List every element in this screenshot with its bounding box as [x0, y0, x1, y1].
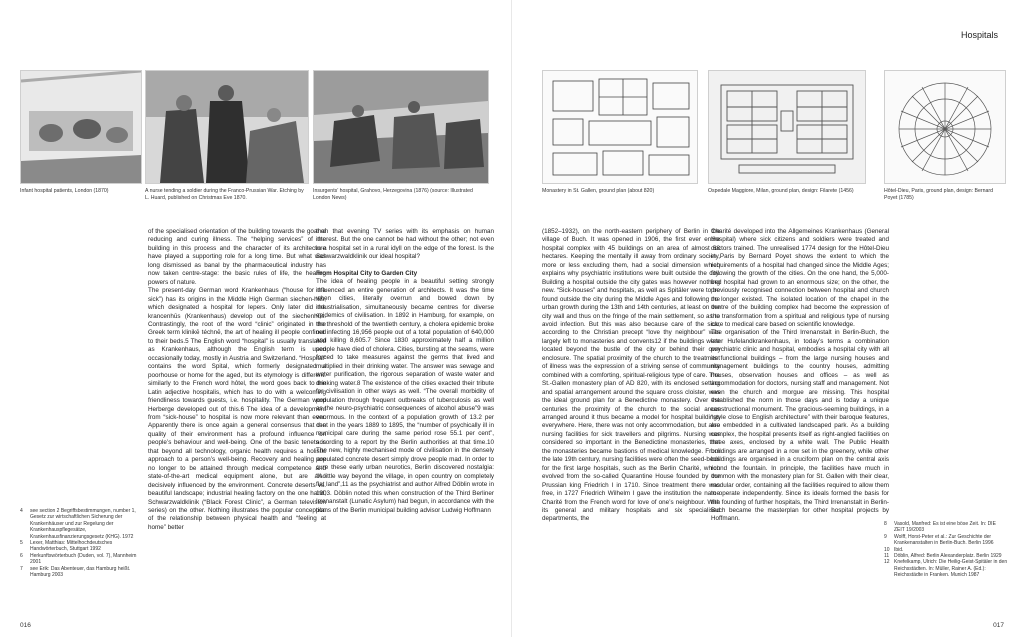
page-number-left: 016	[20, 622, 31, 629]
figure-caption: Insurgents’ hospital, Grahovo, Herzegovina (1876) (source: Illustrated London News)	[313, 188, 473, 201]
text-column-2	[316, 228, 494, 620]
figure-insurgents-hospital	[313, 70, 489, 184]
figure-hotel-dieu-plan	[884, 70, 1006, 184]
footnote: 10 Ibid.	[884, 546, 904, 553]
figure-st-gallen-plan	[542, 70, 698, 184]
footnote: 11 Döblin, Alfred: Berlin Alexanderplatz. Berlin 1929	[884, 553, 1002, 560]
text-column-4	[711, 228, 889, 620]
text-column-3	[542, 228, 720, 620]
footnote: 12 Knefelkamp, Ulrich: Die Heilig-Geist-Spitäler in den Reichsstädten. In: Müller, Rainer A. (Ed.): Reichsstädte in Franken. Munich 1987	[884, 559, 1008, 579]
figure-ospedale-maggiore-plan	[708, 70, 866, 184]
body-paragraph: of the specialised orientation of the building towards the goal of reducing and curing illness. The “helping services” of the building in this process and the character of its architecture have played a supporting role for a long time. But what was long dismissed as banal by the pharmaceutical industry has now taken centre-stage: the basic rules of life, the healing powers of nature.	[148, 228, 326, 286]
body-paragraph: The organisation of the Third Irrenanstalt in Berlin-Buch, the later Hufelandkrankenhaus, in today’s terms a combination psychiatric clinic and hospital, embodies a hospital city with all its functional buildings – from the large nursing houses and management buildings to the country houses, admitting houses, observation houses and offices – as well as accommodation for doctors, nursing staff and management. Not even the church and morgue are missing. This hospital established the norm in those days and is today a unique constructional monument. The gracious-seeming buildings, in a “style close to English architecture” with their baroque features, are embedded in a cultivated landscaped park. As a building complex, the hospital presents itself as right-angled facilities on three axes, enclosed by a white wall. The Public Health buildings are arranged in a row set in the greenery, while other buildings are organised in a cruciform plan on the central axis round the fountain. In principle, the facilities have much in common with the monastery plan for St. Gallen with their clear, modular order, containing all the facilities required to allow them to operate independently. Since its ideals formed the basis for the founding of further hospitals, the Third Irrenanstalt in Berlin-Buch became the masterplan for other hospital projects by Hoffmann.	[711, 329, 889, 523]
text-column-1	[148, 228, 326, 620]
footnote: 9 Wolff, Horst-Peter et al.: Zur Geschichte der Krankenanstalten in Berlin-Buch. Berlin 1996	[884, 533, 994, 547]
right-page	[512, 0, 1024, 637]
body-paragraph: The present-day German word Krankenhaus (“house for the sick”) has its origins in the Middle High German siechen-hūs, which designated a hospital for lepers. Only later did the krancenhūs (Krankenhaus) develop out of the siechenhūs. Contrastingly, the root of the word “clinic” originated in the Greek term klinikē téchnē, the art of healing ill people confined to their beds.5 The English word “hospital” is usually translated as Krankenhaus, although the English term is used occasionally today, mostly in Austria and Switzerland. “Hospital” contains the word Spital, which formerly designated a poorhouse or home for the aged, but its etymology is different: similarly to the French word hôtel, the word goes back to the Latin adjective hospitalis, which has to do with a welcoming friendliness towards guests, i.e. hospitality. The German word Herberge developed out of this.6 The idea of a development from “sick-house” to hospital is now more relevant than ever. Apparently there is once again a general consensus that the quality of their environment has a profound influence on people’s behaviour and well-being. One of the basic tenets is that beyond all technology, organic health requires a holistic approach to a person’s well-being. Recovery and healing are no longer to be attained through medical competence and state-of-the-art medical equipment alone, but are also decisively influenced by the environment. Concrete deserts vs. beautiful landscape; industrial healing factory on the one hand, Schwarzwaldklinik (“Black Forest Clinic”, a German television series) on the other. Nothing illustrates the popular conception of the relationship between physical health and “feeling at home” better	[148, 287, 326, 531]
engraving-illustration	[146, 71, 308, 183]
body-paragraph: The idea of healing people in a beautiful setting strongly influenced an entire generation of architects. It was the time when cities, literally overrun and bowed down by industrialisation, simultaneously became centres for diverse epidemics of civilisation. In 1892 in Hamburg, for example, on the threshold of the twentieth century, a cholera epidemic broke out infecting 16,956 people out of a total population of 640,000 and killing 8,605.7 Since 1830 approximately half a million people have died of cholera. Cities, bursting at the seams, were forced to take measures against the germs that lived and multiplied in their drinking water. The answer was sewage and water purification, the rigorous separation of waste water and drinking water.8 The existence of the cities exacted their tribute for civilisation in other ways as well. “The overall morbidity of population through frequent outbreaks of tuberculosis as well as the neuro-psychiatric consequences of alcohol abuse”9 was enormous. In the context of a population growth of 13.2 per cent in the years 1889 to 1895, the “number of psychically ill in municipal care during the same period rose 55.1 per cent”, according to a report by the Berlin authorities at that time.10 The new, highly mechanised mode of civilisation in the densely populated concrete desert simply drove people mad. In order to cure these early urban neurotics, Berlin discovered nostalgia: “A little way beyond the village, in open country on completely flat land”,11 as the psychiatrist and author Alfred Döblin wrote in 1903. Döblin noted this when construction of the Third Berliner Irrenanstalt (Lunatic Asylum) had begun, in accordance with the plans of the Berlin municipal building advisor Ludwig Hoffmann	[316, 278, 494, 514]
running-header: Hospitals	[960, 30, 998, 40]
footnotes-right	[884, 521, 1008, 579]
ground-plan-drawing	[885, 71, 1005, 183]
body-paragraph: Charité developed into the Allgemeines Krankenhaus (General Hospital) where sick citizens and soldiers were treated and doctors trained. The unrealised 1774 design for the Hôtel-Dieu in Paris by Bernard Poyet shows the extent to which the requirements of a hospital had changed since the Middle Ages; following the growth of the cities. On the one hand, the 5,000-bed hospital had grown to an enormous size; on the other, the previously recognised connection between hospital and church no longer existed. The isolated location of the chapel in the centre of the building complex had become the expression of the transformation from a spiritual and religious type of nursing care to medical care based on scientific knowledge.	[711, 228, 889, 328]
figure-nurse-soldier	[145, 70, 309, 184]
figure-infant-hospital	[20, 70, 142, 184]
page-number-right: 017	[993, 622, 1004, 629]
footnotes-left	[20, 508, 138, 578]
section-heading: From Hospital City to Garden City	[316, 269, 418, 277]
body-paragraph: (1852–1932), on the north-eastern periphery of Berlin in the village of Buch. It was opened in 1906, the first ever entire hospital complex with 45 buildings on an area of almost 68 hectares. Keeping the mentally ill away from ordinary society, more or less excluding them, had a social dimension which explains why psychiatric institutions were built outside the city. Building a hospital outside the city gates was however nothing new. “Sick-houses” and hospitals, as well as Spitäler were to be found outside the city during the Middle Ages and following the urban growth during the 13th and 14th centuries, at least on the city wall and thus on the fringe of the main settlement, so as to avoid infection. But this was also because care of the sick, according to the Christian precept “love thy neighbour” was largely left to monasteries and convents12 if the buildings were located beyond the bustle of the city or behind their own enclosure. The spatial proximity of the church to the treatment of illness was the expression of a striving sense of community combined with a comforting, spiritual-religious type of care. The St.-Gallen monastery plan of AD 820, with its enclosed setting and spatial arrangement around the square cross cloister, was the ideal ground plan for a Benedictine monastery. Over the centuries the proximity of the church to the social areas arranged around it thus became a model for hospital buildings everywhere. Here, there was not only accommodation, but also nursing facilities for sick travellers and pilgrims. Nursing was considered so important in the Benedictine monasteries, that the monasteries became bastions of medical knowledge. From the late 19th century, nursing facilities were often the seed-beds for the first large hospitals, such as the Berlin Charité, which evolved from the so-called Quarantine House founded by the Prussian king Friedrich I in 1710. Since treatment there was free, in 1727 Friedrich Wilhelm I gave the institution the name Charité from the French word for love of one’s neighbour. With its general and military hospitals and six specialised departments, the	[542, 228, 720, 523]
footnote: 4 see section 2 Begriffsbestimmungen, number 1, Gesetz zur wirtschaftlichen Sicherung der Krankenhäuser und zur Regelung der Krankenhauspflegesätze, Krankenhausfinanzierungsgesetz (KHG). 1972	[20, 508, 136, 540]
engraving-illustration	[314, 71, 488, 183]
ground-plan-drawing	[709, 71, 865, 183]
engraving-illustration	[21, 71, 141, 183]
footnote: 5 Lexer, Matthias: Mittelhochdeutsches Handwörterbuch, Stuttgart 1992	[20, 540, 113, 553]
figure-caption: Infant hospital patients, London (1870)	[20, 188, 109, 194]
body-paragraph: than that evening TV series with its emphasis on human interest. But the one cannot be had without the other; not even in a hospital set in a rural idyll on the edge of the forest. Is the Schwarzwaldklinik our ideal hospital?	[316, 228, 494, 261]
footnote: 6 Herkunftswörterbuch (Duden, vol. 7), Mannheim 2001	[20, 552, 137, 566]
figure-caption: Hôtel-Dieu, Paris, ground plan, design: Bernard Poyet (1785)	[884, 188, 993, 201]
figure-caption: Ospedale Maggiore, Milan, ground plan, design: Filarete (1456)	[708, 188, 854, 194]
ground-plan-drawing	[543, 71, 697, 183]
footnote: 7 see Erik: Das Abenteuer, das Hamburg heißt. Hamburg 2003	[20, 565, 131, 579]
figure-caption: A nurse tending a soldier during the Franco-Prussian War. Etching by L. Huard, published on Christmas Eve 1870.	[145, 188, 304, 201]
figure-caption: Monastery in St. Gallen, ground plan (about 820)	[542, 188, 655, 194]
footnote: 8 Vasold, Manfred: Es ist eine böse Zeit. In: DIE ZEIT 19/2003	[884, 521, 996, 534]
